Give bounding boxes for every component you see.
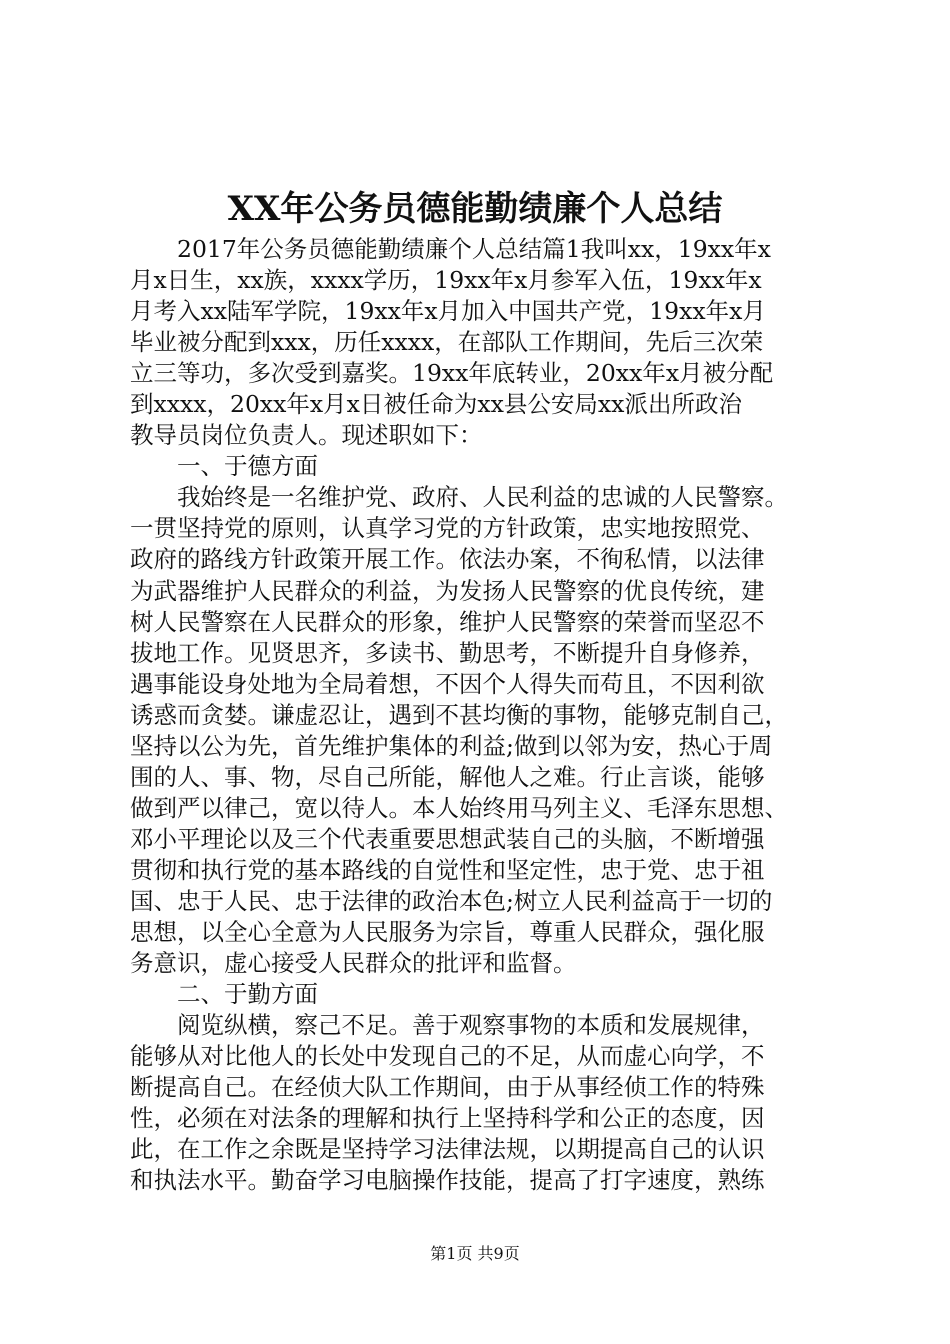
text-line: 遇事能设身处地为全局着想，不因个人得失而苟且，不因利欲 (130, 669, 765, 698)
text-line: 性，必须在对法条的理解和执行上坚持科学和公正的态度，因 (130, 1104, 765, 1133)
document-body (130, 234, 830, 1196)
text-line: 为武器维护人民群众的利益，为发扬人民警察的优良传统，建 (130, 576, 765, 605)
text-line: 毕业被分配到xxx，历任xxxx，在部队工作期间，先后三次荣 (130, 328, 764, 357)
text-line: 月考入xx陆军学院，19xx年x月加入中国共产党，19xx年x月 (130, 297, 766, 326)
text-line: 邓小平理论以及三个代表重要思想武装自己的头脑，不断增强 (130, 824, 765, 853)
text-line: 政府的路线方针政策开展工作。依法办案，不徇私情，以法律 (130, 545, 765, 574)
text-line: 和执法水平。勤奋学习电脑操作技能，提高了打字速度，熟练 (130, 1166, 765, 1195)
text-line: 坚持以公为先，首先维护集体的利益;做到以邻为安，热心于周 (130, 731, 773, 760)
text-line: 此，在工作之余既是坚持学习法律法规，以期提高自己的认识 (130, 1135, 765, 1164)
document-title: XX年公务员德能勤绩廉个人总结 (227, 189, 723, 229)
text-line: 到xxxx，20xx年x月x日被任命为xx县公安局xx派出所政治 (130, 390, 742, 419)
text-line: 立三等功，多次受到嘉奖。19xx年底转业，20xx年x月被分配 (130, 359, 774, 388)
page-footer: 第1页 共9页 (430, 1244, 520, 1263)
text-line: 思想，以全心全意为人民服务为宗旨，尊重人民群众，强化服 (130, 918, 765, 947)
text-line: 围的人、事、物，尽自己所能，解他人之难。行止言谈，能够 (130, 762, 765, 791)
text-line: 断提高自己。在经侦大队工作期间，由于从事经侦工作的特殊 (130, 1073, 765, 1102)
text-line: 做到严以律己，宽以待人。本人始终用马列主义、毛泽东思想、 (130, 793, 788, 822)
text-line: 我始终是一名维护党、政府、人民利益的忠诚的人民警察。 (177, 483, 788, 512)
text-line: 能够从对比他人的长处中发现自己的不足，从而虚心向学，不 (130, 1042, 765, 1071)
text-line: 树人民警察在人民群众的形象，维护人民警察的荣誉而坚忍不 (130, 607, 765, 636)
text-line: 教导员岗位负责人。现述职如下： (130, 421, 483, 450)
text-line: 月x日生，xx族，xxxx学历，19xx年x月参军入伍，19xx年x (130, 266, 762, 295)
text-line: 国、忠于人民、忠于法律的政治本色;树立人民利益高于一切的 (130, 886, 773, 915)
text-line: 贯彻和执行党的基本路线的自觉性和坚定性，忠于党、忠于祖 (130, 855, 765, 884)
text-line: 2017年公务员德能勤绩廉个人总结篇1我叫xx，19xx年x (177, 235, 771, 263)
text-line: 务意识，虚心接受人民群众的批评和监督。 (130, 949, 577, 978)
text-line: 诱惑而贪婪。谦虚忍让，遇到不甚均衡的事物，能够克制自己， (130, 700, 788, 729)
text-line: 拔地工作。见贤思齐，多读书、勤思考，不断提升自身修养， (130, 638, 765, 667)
section-heading: 二、于勤方面 (177, 980, 318, 1009)
text-line: 阅览纵横，察己不足。善于观察事物的本质和发展规律， (177, 1011, 765, 1040)
section-heading: 一、于德方面 (177, 452, 318, 481)
text-line: 一贯坚持党的原则，认真学习党的方针政策，忠实地按照党、 (130, 514, 765, 543)
